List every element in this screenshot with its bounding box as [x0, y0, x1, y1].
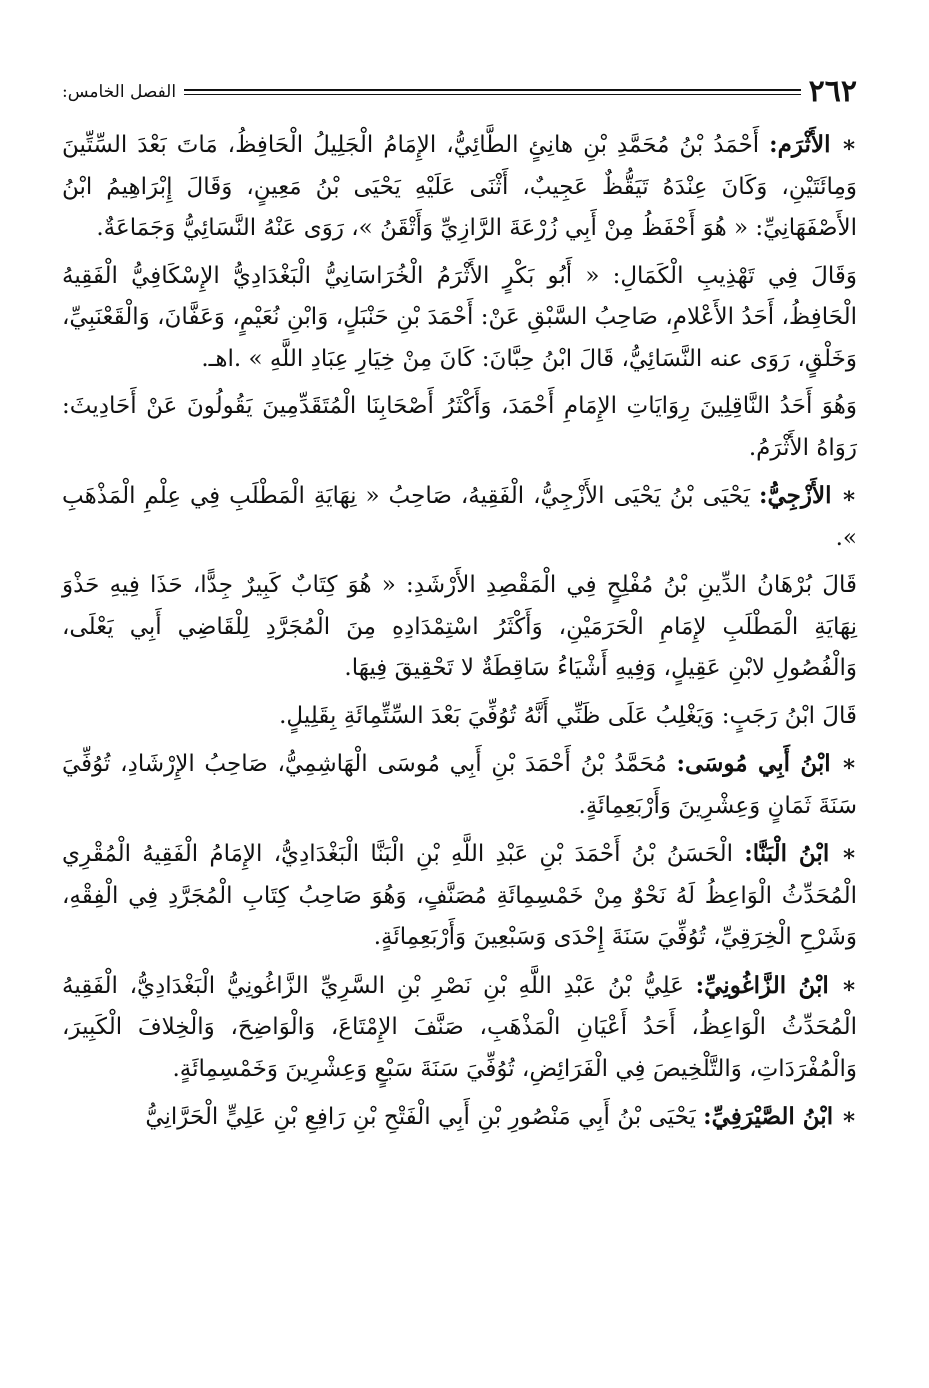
entry-text: الْحَسَنُ بْنُ أَحْمَدَ بْنِ عَبْدِ اللَّهِ بْنِ الْبَنَّا الْبَغْدَادِيُّ، الإِمَامُ الْفَقِيهُ الْمُقْرِي الْمُحَدِّثُ الْوَاعِظُ لَهُ نَحْوٌ مِنْ خَمْسِمِائَةِ مُصَنَّفٍ، وَهُوَ صَاحِبُ كِتَابِ الْمُجَرَّدِ فِي الْفِقْهِ، وَشَرْحِ الْخِرَقِيِّ، تُوُفِّيَ سَنَةَ إِحْدَى وَسَبْعِينَ وَأَرْبَعِمِائَةٍ. — [62, 841, 857, 950]
entry-text: مُحَمَّدُ بْنُ أَحْمَدَ بْنِ أَبِي مُوسَى الْهَاشِمِيُّ، صَاحِبُ الإِرْشَادِ، تُوُفِّيَ سَنَةَ ثَمَانٍ وَعِشْرِينَ وَأَرْبَعِمِائَةٍ. — [62, 751, 857, 819]
entry-ibn-al-banna — [62, 833, 857, 959]
paragraph-text: قَالَ ابْنُ رَجَبٍ: وَيَغْلِبُ عَلَى ظَنِّي أَنَّهُ تُوُفِّيَ بَعْدَ السِّتِّمِائَةِ بِقَلِيلٍ. — [279, 702, 857, 729]
page-body — [62, 124, 857, 1139]
entry-ibn-al-zaghuni — [62, 965, 857, 1091]
entry-athram — [62, 124, 857, 250]
entry-term: ابْنُ أَبِي مُوسَى: — [676, 750, 831, 777]
entry-text: عَلِيُّ بْنُ عَبْدِ اللَّهِ بْنِ نَصْرِ بْنِ السَّرِيِّ الزَّاغُونِيُّ الْبَغْدَادِيُّ، الْفَقِيهُ الْمُحَدِّثُ الْوَاعِظُ، أَحَدُ أَعْيَانِ الْمَذْهَبِ، صَنَّفَ الإِمْتَاعَ، وَالْوَاضِحَ، وَالْخِلافَ الْكَبِيرَ، وَالْمُفْرَدَاتِ، وَالتَّلْخِيصَ فِي الْفَرَائِضِ، تُوُفِّيَ سَنَةَ سَبْعٍ وَعِشْرِينَ وَخَمْسِمِائَةٍ. — [62, 972, 857, 1082]
paragraph-text: وَقَالَ فِي تَهْذِيبِ الْكَمَالِ: « أَبُو بَكْرٍ الأَثْرَمُ الْخُرَاسَانِيُّ الْبَغْدَادِيُّ الإِسْكَافِيُّ الْفَقِيهُ الْحَافِظُ، أَحَدُ الأَعْلامِ، صَاحِبُ السَّبْقِ عَنْ: أَحْمَدَ بْنِ حَنْبَلٍ، وَابْنِ نُعَيْمٍ، وَعَفَّانَ، وَالْقَعْنَبِيِّ، وَخَلْقٍ، رَوَى عنه النَّسَائِيُّ، قَالَ ابْنُ حِبَّانَ: كَانَ مِنْ خِيَارِ عِبَادِ اللَّهِ » .اهـ. — [62, 262, 857, 372]
entry-term: ابْنُ الصَّيْرَفِيِّ: — [703, 1103, 834, 1130]
paragraph-text: قَالَ بُرْهَانُ الدِّينِ بْنُ مُفْلِحٍ فِي الْمَقْصِدِ الأَرْشَدِ: « هُوَ كِتَابٌ كَبِيرٌ جِدًّا، حَذَا فِيهِ حَذْوَ نِهَايَةِ الْمَطْلَبِ لإِمَامِ الْحَرَمَيْنِ، وَأَكْثَرُ اسْتِمْدَادِهِ مِنَ الْمُجَرَّدِ لِلْقَاضِي أَبِي يَعْلَى، وَالْفُصُولِ لابْنِ عَقِيلٍ، وَفِيهِ أَشْيَاءُ سَاقِطَةٌ لا تَحْقِيقَ فِيهَا. — [62, 572, 857, 681]
paragraph-ibn-rajab — [62, 696, 857, 738]
entry-ibn-abi-musa — [62, 743, 857, 827]
entry-term: الأَثْرَم: — [769, 131, 831, 158]
chapter-title: الفصل الخامس: — [62, 82, 177, 102]
entry-term: ابْنُ الزَّاغُونِيِّ: — [695, 971, 829, 999]
paragraph-text: وَهُوَ أَحَدُ النَّاقِلِينَ رِوَايَاتِ الإِمَامِ أَحْمَدَ، وَأَكْثَرُ أَصْحَابِنَا الْمُتَقَدِّمِينَ يَقُولُونَ عَنْ أَحَادِيثَ: رَوَاهُ الأَثْرَمُ. — [62, 393, 857, 461]
header-rule — [184, 89, 801, 95]
page-number: ٢٦٢ — [808, 74, 857, 109]
entry-term: ابْنُ الْبَنَّا: — [744, 840, 830, 867]
page-header — [62, 72, 857, 112]
paragraph-burhan — [62, 565, 857, 690]
entry-text: يَحْيَى بْنُ يَحْيَى الأَزْجِيُّ، الْفَقِيهُ، صَاحِبُ « نِهَايَةِ الْمَطْلَبِ فِي عِلْمِ الْمَذْهَبِ ». — [62, 483, 857, 551]
entry-ibn-al-sayrafi — [62, 1096, 857, 1139]
entry-term: الأَزْجِيُّ: — [758, 482, 832, 509]
entry-text: يَحْيَى بْنُ أَبِي مَنْصُورِ بْنِ أَبِي الْفَتْحِ بْنِ رَافِعِ بْنِ عَلِيٍّ الْحَرَّانِيُّ — [145, 1104, 696, 1130]
entry-text: أَحْمَدُ بْنُ مُحَمَّدِ بْنِ هانِئٍ الطَّائِيُّ، الإِمَامُ الْجَلِيلُ الْحَافِظُ، مَاتَ بَعْدَ السِّتِّينَ وَمِائَتَيْنِ، وَكَانَ عِنْدَهُ تَيَقُّظٌ عَجِيبٌ، أَثْنَى عَلَيْهِ يَحْيَى بْنُ مَعِينٍ، وَقَالَ إِبْرَاهِيمُ ابْنُ الأَصْفَهَانِيِّ: « هُوَ أَحْفَظُ مِنْ أَبِي زُرْعَةَ الرَّازِيِّ وَأَتْقَنُ »، رَوَى عَنْهُ النَّسَائِيُّ وَجَمَاعَةٌ. — [62, 132, 857, 241]
paragraph-tahdhib — [62, 256, 857, 381]
paragraph-riwayat — [62, 386, 857, 469]
entry-azji — [62, 475, 857, 559]
